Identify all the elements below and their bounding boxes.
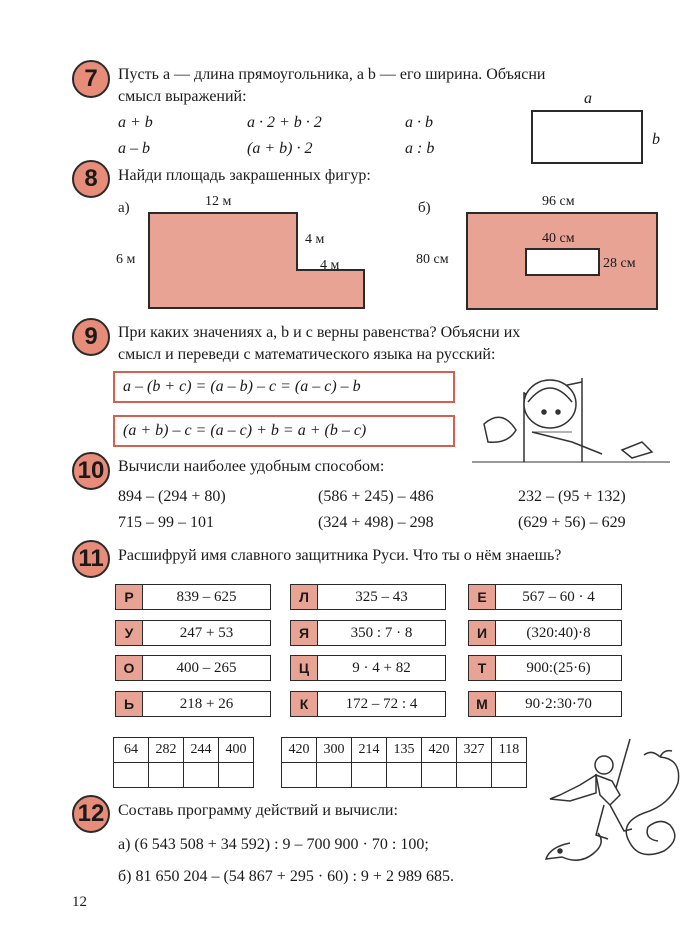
code-letter: Т (468, 655, 496, 681)
code-expression: 567 – 60 · 4 (496, 584, 622, 610)
code-expression: (320:40)·8 (496, 620, 622, 646)
answer-number: 420 (422, 738, 457, 763)
code-card (468, 655, 622, 681)
task-number-badge: 9 (72, 318, 110, 356)
code-card (290, 584, 446, 610)
code-card (115, 655, 271, 681)
rectangle-diagram (531, 110, 643, 164)
answer-number: 214 (352, 738, 387, 763)
task7-line2: смысл выражений: (118, 88, 247, 105)
figure-b-label: б) (418, 200, 431, 216)
dim-label: 6 м (116, 252, 136, 267)
code-card (115, 584, 271, 610)
code-letter: О (115, 655, 143, 681)
answer-number: 118 (492, 738, 527, 763)
answer-blank-cell[interactable] (282, 763, 317, 788)
code-card (468, 584, 622, 610)
page-number: 12 (72, 894, 87, 910)
answer-blank-cell[interactable] (422, 763, 457, 788)
expression: 232 – (95 + 132) (518, 488, 626, 505)
task9-line1: При каких значениях a, b и c верны равенства? Объясни их (118, 324, 521, 341)
answer-blank-cell[interactable] (352, 763, 387, 788)
code-expression: 90·2:30·70 (496, 691, 622, 717)
code-card (290, 655, 446, 681)
task12-part-a: а) (6 543 508 + 34 592) : 9 – 700 900 · 70 : 100; (118, 836, 429, 853)
code-expression: 400 – 265 (143, 655, 271, 681)
answer-blank-cell[interactable] (219, 763, 254, 788)
task-number-badge: 8 (72, 160, 110, 198)
code-card (468, 691, 622, 717)
task9-line2: смысл и переведи с математического языка на русский: (118, 346, 496, 363)
task10-title: Вычисли наиболее удобным способом: (118, 458, 385, 475)
code-letter: Ь (115, 691, 143, 717)
answer-blank-cell[interactable] (492, 763, 527, 788)
answer-number: 420 (282, 738, 317, 763)
code-expression: 172 – 72 : 4 (318, 691, 446, 717)
code-letter: М (468, 691, 496, 717)
expression: (586 + 245) – 486 (318, 488, 434, 505)
code-letter: К (290, 691, 318, 717)
equation: a – (b + c) = (a – b) – c = (a – c) – b (123, 378, 361, 395)
dim-label: 28 см (603, 256, 636, 271)
knight-serpent-illustration (540, 735, 690, 875)
task11-title: Расшифруй имя славного защитника Руси. Что ты о нём знаешь? (118, 547, 562, 564)
figure-b-cutout (525, 248, 600, 276)
answer-number: 400 (219, 738, 254, 763)
code-card (468, 620, 622, 646)
answer-number: 282 (149, 738, 184, 763)
expression: a · 2 + b · 2 (247, 114, 322, 131)
answer-blank-cell[interactable] (149, 763, 184, 788)
answer-grid-word1 (113, 737, 254, 788)
answer-blank-cell[interactable] (457, 763, 492, 788)
answer-blank-cell[interactable] (317, 763, 352, 788)
code-card (290, 620, 446, 646)
code-expression: 900:(25·6) (496, 655, 622, 681)
code-card (290, 691, 446, 717)
code-letter: Л (290, 584, 318, 610)
rect-label-a: a (584, 90, 592, 107)
expression: (629 + 56) – 629 (518, 514, 626, 531)
dim-label: 12 м (205, 194, 232, 209)
expression: a – b (118, 140, 150, 157)
code-expression: 325 – 43 (318, 584, 446, 610)
equation-box (113, 371, 455, 403)
task-number-badge: 10 (72, 452, 110, 490)
expression: 894 – (294 + 80) (118, 488, 226, 505)
task-number-badge: 11 (72, 540, 110, 578)
equation: (a + b) – c = (a – c) + b = a + (b – c) (123, 422, 367, 439)
expression: a · b (405, 114, 433, 131)
expression: a + b (118, 114, 153, 131)
child-drawing-illustration (472, 372, 672, 468)
dim-label: 4 м (305, 232, 325, 247)
code-card (115, 620, 271, 646)
code-letter: У (115, 620, 143, 646)
task12-part-b: б) 81 650 204 – (54 867 + 295 · 60) : 9 + 2 989 685. (118, 868, 454, 885)
expression: (a + b) · 2 (247, 140, 313, 157)
dim-label: 40 см (542, 231, 575, 246)
answer-number: 135 (387, 738, 422, 763)
answer-number: 327 (457, 738, 492, 763)
task-number-badge: 7 (72, 60, 110, 98)
code-expression: 839 – 625 (143, 584, 271, 610)
answer-number: 244 (184, 738, 219, 763)
equation-box (113, 415, 455, 447)
expression: a : b (405, 140, 435, 157)
code-expression: 218 + 26 (143, 691, 271, 717)
answer-blank-cell[interactable] (114, 763, 149, 788)
dim-label: 96 см (542, 194, 575, 209)
code-letter: И (468, 620, 496, 646)
answer-number: 300 (317, 738, 352, 763)
code-expression: 247 + 53 (143, 620, 271, 646)
expression: 715 – 99 – 101 (118, 514, 214, 531)
answer-blank-cell[interactable] (387, 763, 422, 788)
dim-label: 4 м (320, 258, 340, 273)
task8-title: Найди площадь закрашенных фигур: (118, 167, 371, 184)
task12-title: Составь программу действий и вычисли: (118, 802, 398, 819)
task-number-badge: 12 (72, 795, 110, 833)
code-letter: Е (468, 584, 496, 610)
code-expression: 9 · 4 + 82 (318, 655, 446, 681)
expression: (324 + 498) – 298 (318, 514, 434, 531)
figure-a-label: а) (118, 200, 130, 216)
code-letter: Ц (290, 655, 318, 681)
answer-number: 64 (114, 738, 149, 763)
code-letter: Я (290, 620, 318, 646)
code-expression: 350 : 7 · 8 (318, 620, 446, 646)
rect-label-b: b (652, 131, 660, 148)
task7-line1: Пусть a — длина прямоугольника, а b — его ширина. Объясни (118, 66, 546, 83)
answer-grid-word2 (281, 737, 527, 788)
dim-label: 80 см (416, 252, 449, 267)
answer-blank-cell[interactable] (184, 763, 219, 788)
code-letter: Р (115, 584, 143, 610)
code-card (115, 691, 271, 717)
